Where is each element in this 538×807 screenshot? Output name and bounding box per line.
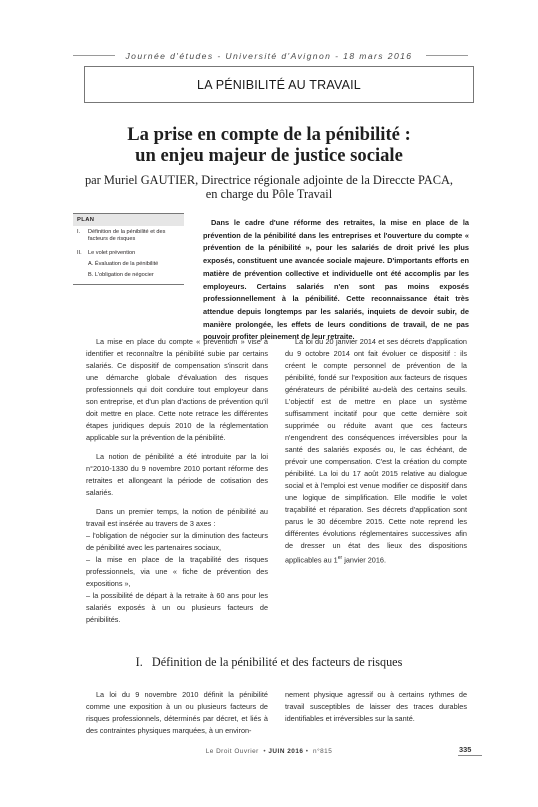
section-heading: [0, 655, 538, 670]
issue-number: n°815: [313, 748, 333, 755]
page-footer: Le Droit Ouvrier • JUIN 2016 • n°815: [205, 748, 333, 755]
plan-item-number: I.: [77, 229, 81, 235]
title-line-1: La prise en compte de la pénibilité :: [127, 124, 411, 145]
plan-item-label: Définition de la pénibilité et des facteurs de risques: [88, 229, 166, 243]
article-title: [0, 124, 538, 166]
right-column: [285, 336, 467, 573]
event-line: Journée d'études - Université d'Avignon - 18 mars 2016: [125, 51, 413, 61]
byline: [0, 173, 538, 201]
plan-subitem: A. Évaluation de la pénibilité: [88, 260, 159, 267]
rubric-title: LA PÉNIBILITÉ AU TRAVAIL: [197, 77, 361, 92]
paragraph: La loi du 9 novembre 2010 définit la pénibilité comme une exposition à un ou plusieurs facteurs de risques professionnels, déterminés par décret, et liés à des contraintes physiques marquées, à un environ-: [86, 690, 268, 735]
plan-item-number: II.: [77, 249, 82, 256]
list-item: – la possibilité de départ à la retraite à 60 ans pour les salariés exposés à un ou plusieurs facteurs de pénibilités.: [86, 591, 268, 624]
plan-box: [73, 213, 184, 285]
byline-line-1: par Muriel GAUTIER, Directrice régionale adjointe de la Direccte PACA,: [84, 173, 454, 187]
plan-item: [77, 229, 182, 244]
page-number-rule: [458, 755, 482, 756]
journal-name: Le Droit Ouvrier: [205, 748, 259, 755]
paragraph-end: janvier 2016.: [342, 555, 387, 565]
issue-date: JUIN 2016: [268, 748, 304, 755]
byline-line-2: en charge du Pôle Travail: [205, 187, 333, 201]
section-right-column: [285, 689, 467, 725]
section-number: I.: [135, 655, 143, 669]
list-item: – l'obligation de négocier sur la diminution des facteurs de pénibilité avec les partenaires sociaux,: [86, 531, 268, 552]
paragraph: [285, 336, 467, 566]
header-rule-right: [426, 55, 468, 56]
paragraph: La notion de pénibilité a été introduite par la loi n°2010-1330 du 9 novembre 2010 portant réforme des retraites et allongeant la période de cotisation des salariés.: [86, 452, 268, 497]
section-title: Définition de la pénibilité et des facteurs de risques: [151, 655, 403, 669]
plan-heading: PLAN: [73, 214, 184, 226]
paragraph-text: La loi du 20 janvier 2014 et ses décrets d'application du 9 octobre 2014 ont fait évoluer ce dispositif : ils créent le compte personnel de prévention de la pénibilité, fondé sur l'exposition aux facteurs de risques générateurs de pénibilité au-delà des certains seuils. L'objectif est de mettre en place un système suffisamment incitatif pour que cette dernière soit supprimée ou réduite avant que ces facteurs n'engendrent des conséquences irréversibles pour la santé des salariés exposés ou, le cas échéant, de prévoir une compensation. C'est la création du compte pénibilité. La loi du 17 août 2015 relative au dialogue social et à l'emploi est venue modifier ce dispositif dans une logique de simplification. Elle modifie le volet traçabilité et réparation. Ses décrets d'application sont parus le 30 décembre 2015. Cette note reprend les différentes évolutions réglementaires successives afin de dresser un état des lieux des dispositions applicables au 1: [285, 337, 467, 565]
plan-item: [77, 250, 182, 257]
title-line-2: un enjeu majeur de justice sociale: [135, 145, 403, 166]
article-lead: Dans le cadre d'une réforme des retraites, la mise en place de la prévention de la pénibilité dans les entreprises et l'ouverture du compte « prévention de la pénibilité », pour les salariés de droit privé les plus exposés, constituent une avancée sociale majeure. D'importants efforts en matière de prévention collective et individuelle ont été accomplis par les employeurs. Certains salariés n'en sont pas moins exposés professionnellement à la pénibilité. Cette reconnaissance était très attendue depuis longtemps par les salariés, inquiets de devoir subir, de manière prolongée, les effets de leurs conditions de travail, de ne pas pouvoir profiter pleinement de leur retraite.: [203, 218, 469, 342]
section-left-column: [86, 689, 268, 737]
plan-subitem: B. L'obligation de négocier: [88, 272, 154, 279]
plan-item-label: Le volet prévention: [88, 249, 136, 256]
rubric-box: [84, 66, 474, 103]
paragraph: Dans un premier temps, la notion de pénibilité au travail est insérée au travers de 3 axes :: [86, 507, 268, 528]
page-number: 335: [459, 745, 472, 754]
list-item: – la mise en place de la traçabilité des risques professionnels, via une « fiche de prévention des expositions »,: [86, 555, 268, 588]
left-column: [86, 336, 268, 633]
paragraph: nement physique agressif ou à certains rythmes de travail susceptibles de laisser des traces durables identifiables et irréversibles sur la santé.: [285, 690, 467, 723]
paragraph: La mise en place du compte « prévention » vise à identifier et reconnaître la pénibilité subie par certains salariés. Ce dispositif de compensation s'inscrit dans une démarche globale d'évaluation des risques professionnels qui doit conduire tout employeur dans son entreprise, et d'un plan d'actions de prévention qu'il doit mettre en place. Cette note retrace les différentes étapes juridiques depuis 2010 de la réglementation applicable sur la prévention de la pénibilité.: [86, 337, 268, 442]
superscript: er: [337, 555, 343, 561]
plan-list: [73, 226, 184, 279]
